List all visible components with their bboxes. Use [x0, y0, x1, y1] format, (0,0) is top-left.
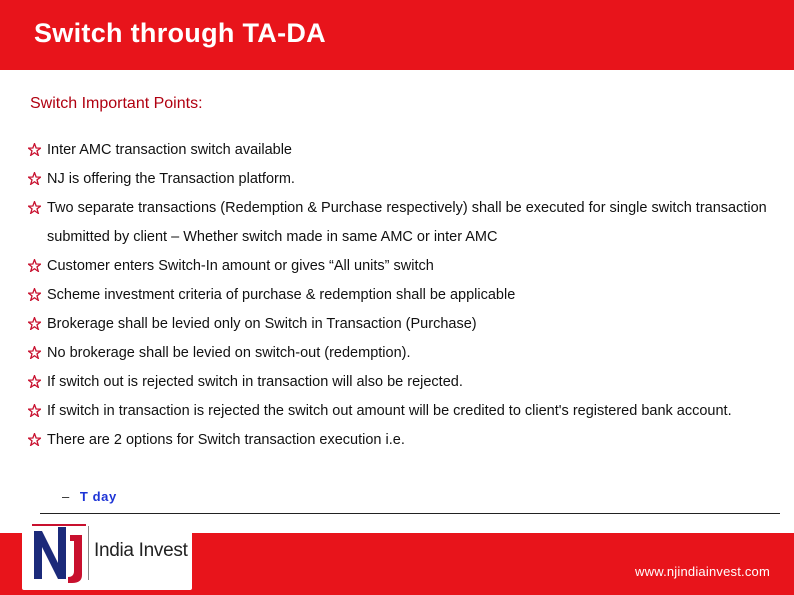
page-title: Switch through TA-DA [34, 18, 326, 48]
bullet-item [28, 397, 778, 426]
star-bullet-icon [28, 433, 41, 446]
bullet-text: NJ is offering the Transaction platform. [47, 171, 295, 187]
bullet-text: There are 2 options for Switch transaction execution i.e. [47, 432, 405, 448]
logo-divider [88, 526, 89, 580]
bullet-item [28, 165, 778, 194]
star-bullet-icon [28, 288, 41, 301]
nj-logo-icon [30, 521, 88, 585]
option-item-t-day [62, 482, 189, 511]
bullet-text: Inter AMC transaction switch available [47, 142, 292, 158]
bullet-item [28, 136, 778, 165]
bullet-item [28, 252, 778, 281]
star-bullet-icon [28, 346, 41, 359]
bullet-text: Brokerage shall be levied only on Switch in Transaction (Purchase) [47, 316, 477, 332]
bullet-item [28, 281, 778, 310]
star-bullet-icon [28, 172, 41, 185]
bullet-text: Customer enters Switch-In amount or gives “All units” switch [47, 258, 434, 274]
footer-divider [40, 513, 780, 514]
logo [22, 516, 192, 590]
bullet-item [28, 368, 778, 397]
logo-text: India Invest [94, 540, 188, 561]
bullet-item [28, 310, 778, 339]
section-subtitle: Switch Important Points: [30, 95, 203, 112]
bullet-text: Scheme investment criteria of purchase & redemption shall be applicable [47, 287, 516, 303]
star-bullet-icon [28, 259, 41, 272]
star-bullet-icon [28, 375, 41, 388]
website-link[interactable]: www.njindiainvest.com [635, 564, 770, 579]
star-bullet-icon [28, 143, 41, 156]
star-bullet-icon [28, 404, 41, 417]
bullet-list [28, 136, 778, 455]
bullet-item [28, 339, 778, 368]
bullet-text: No brokerage shall be levied on switch-out (redemption). [47, 345, 411, 361]
bullet-item [28, 194, 778, 252]
option-label: T day [79, 489, 117, 504]
bullet-text: Two separate transactions (Redemption & Purchase respectively) shall be executed for single switch transaction submitted by client – Whether switch made in same AMC or inter AMC [47, 200, 767, 245]
option-dash: – [62, 489, 70, 504]
header-bar [0, 0, 794, 70]
bullet-text: If switch in transaction is rejected the switch out amount will be credited to client's registered bank account. [47, 403, 732, 419]
star-bullet-icon [28, 201, 41, 214]
star-bullet-icon [28, 317, 41, 330]
bullet-item [28, 426, 778, 455]
bullet-text: If switch out is rejected switch in transaction will also be rejected. [47, 374, 463, 390]
